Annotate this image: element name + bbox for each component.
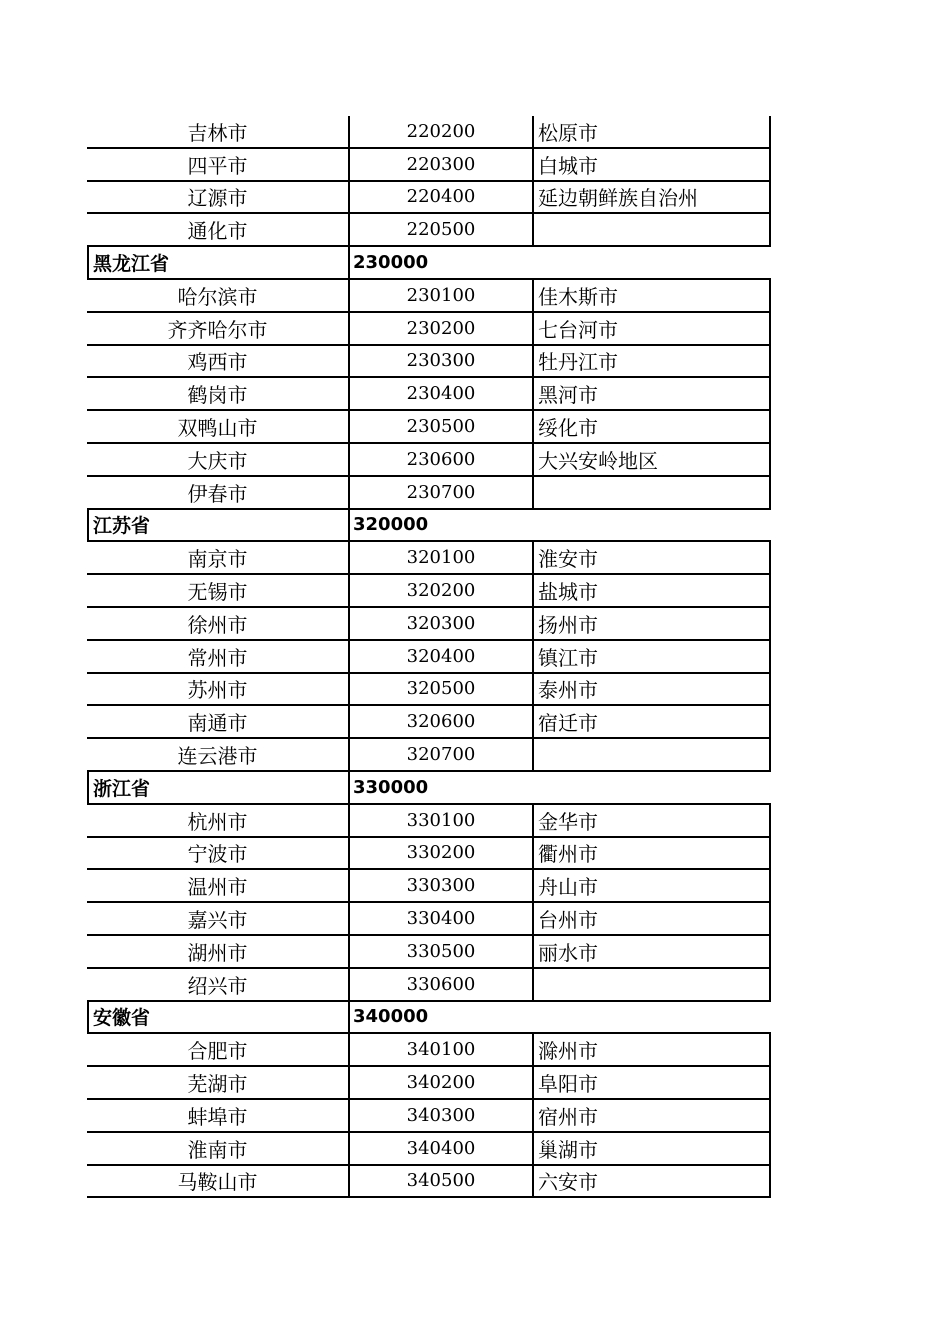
table-row (87, 1166, 771, 1199)
city-code: 320700 (348, 739, 532, 770)
table-row (87, 542, 771, 575)
city-name-right: 丽水市 (532, 936, 771, 967)
city-name-right: 泰州市 (532, 674, 771, 705)
city-name: 哈尔滨市 (177, 284, 258, 309)
city-name-right (532, 214, 771, 245)
city-code: 320100 (348, 542, 532, 573)
table-row (87, 1034, 771, 1067)
city-name: 通化市 (187, 219, 248, 244)
table-row (87, 936, 771, 969)
city-name: 鸡西市 (187, 350, 248, 375)
city-code: 220500 (348, 214, 532, 245)
city-name: 苏州市 (187, 678, 248, 703)
city-name: 鹤岗市 (187, 383, 248, 408)
city-name-right: 扬州市 (532, 608, 771, 639)
city-code: 320500 (348, 674, 532, 705)
table-row (87, 608, 771, 641)
city-code: 230400 (348, 378, 532, 409)
city-name: 四平市 (187, 153, 248, 178)
city-name-right: 衢州市 (532, 838, 771, 869)
city-code: 230600 (348, 444, 532, 475)
table-row (87, 903, 771, 936)
city-code: 340300 (348, 1100, 532, 1131)
city-code: 330300 (348, 870, 532, 901)
city-code: 220300 (348, 149, 532, 180)
table-row (87, 1100, 771, 1133)
city-name: 南通市 (187, 711, 248, 736)
city-name: 常州市 (187, 645, 248, 670)
province-header-row (87, 772, 771, 805)
city-code: 330600 (348, 969, 532, 1000)
table-row (87, 641, 771, 674)
city-name: 杭州市 (187, 809, 248, 834)
city-code: 330500 (348, 936, 532, 967)
city-name: 徐州市 (187, 612, 248, 637)
province-code: 330000 (348, 772, 771, 803)
city-name-right: 松原市 (532, 116, 771, 147)
province-header-row (87, 510, 771, 543)
city-name-right: 延边朝鲜族自治州 (532, 182, 771, 213)
table-row (87, 346, 771, 379)
city-name-right: 阜阳市 (532, 1067, 771, 1098)
city-name: 双鸭山市 (177, 416, 258, 441)
table-row (87, 805, 771, 838)
table-row (87, 838, 771, 871)
city-code: 320200 (348, 575, 532, 606)
city-name: 马鞍山市 (177, 1170, 258, 1195)
table-row (87, 870, 771, 903)
city-name-right: 淮安市 (532, 542, 771, 573)
city-code: 320300 (348, 608, 532, 639)
city-name-right: 镇江市 (532, 641, 771, 672)
city-name: 淮南市 (187, 1137, 248, 1162)
city-name: 合肥市 (187, 1039, 248, 1064)
city-code: 220200 (348, 116, 532, 147)
city-name: 南京市 (187, 547, 248, 572)
city-name-right: 宿州市 (532, 1100, 771, 1131)
city-name: 湖州市 (187, 940, 248, 965)
province-name: 浙江省 (87, 772, 348, 803)
city-code: 340500 (348, 1166, 532, 1197)
province-code: 320000 (348, 510, 771, 541)
city-name: 绍兴市 (187, 973, 248, 998)
city-code: 230500 (348, 411, 532, 442)
table-row (87, 116, 771, 149)
table-row (87, 280, 771, 313)
city-name: 无锡市 (187, 580, 248, 605)
city-name: 宁波市 (187, 842, 248, 867)
province-header-row (87, 1002, 771, 1035)
city-name-right: 佳木斯市 (532, 280, 771, 311)
city-code: 230700 (348, 477, 532, 508)
table-row (87, 575, 771, 608)
city-name-right: 七台河市 (532, 313, 771, 344)
city-name-right: 滁州市 (532, 1034, 771, 1065)
city-name: 齐齐哈尔市 (167, 317, 268, 342)
city-name-right (532, 739, 771, 770)
table-row (87, 477, 771, 510)
city-code: 340200 (348, 1067, 532, 1098)
table-row (87, 1133, 771, 1166)
city-name: 嘉兴市 (187, 908, 248, 933)
city-name-right: 巢湖市 (532, 1133, 771, 1164)
city-name-right: 白城市 (532, 149, 771, 180)
city-name-right: 绥化市 (532, 411, 771, 442)
table-row (87, 739, 771, 772)
city-name: 吉林市 (187, 120, 248, 145)
city-name-right: 舟山市 (532, 870, 771, 901)
city-code: 230300 (348, 346, 532, 377)
province-code: 230000 (348, 247, 771, 278)
city-code: 330400 (348, 903, 532, 934)
city-name-right: 盐城市 (532, 575, 771, 606)
city-code: 330100 (348, 805, 532, 836)
city-name-right (532, 477, 771, 508)
table-row (87, 706, 771, 739)
city-code: 320600 (348, 706, 532, 737)
table-row (87, 1067, 771, 1100)
city-name: 辽源市 (187, 186, 248, 211)
province-name: 安徽省 (87, 1002, 348, 1033)
city-name: 芜湖市 (187, 1072, 248, 1096)
city-name-right: 金华市 (532, 805, 771, 836)
city-code: 340100 (348, 1034, 532, 1065)
city-name: 连云港市 (177, 744, 258, 769)
city-name: 蚌埠市 (187, 1104, 248, 1129)
city-name-right: 黑河市 (532, 378, 771, 409)
city-code: 330200 (348, 838, 532, 869)
city-code: 220400 (348, 182, 532, 213)
table-row (87, 182, 771, 215)
city-code: 340400 (348, 1133, 532, 1164)
city-name-right: 宿迁市 (532, 706, 771, 737)
table-row (87, 411, 771, 444)
city-name-right: 牡丹江市 (532, 346, 771, 377)
province-name: 江苏省 (87, 510, 348, 541)
city-name: 大庆市 (187, 448, 248, 473)
city-name-right (532, 969, 771, 1000)
city-code-table (87, 116, 771, 1198)
table-row (87, 969, 771, 1002)
city-name-right: 台州市 (532, 903, 771, 934)
table-row (87, 313, 771, 346)
province-code: 340000 (348, 1002, 771, 1033)
city-name-right: 六安市 (532, 1166, 771, 1197)
city-code: 230200 (348, 313, 532, 344)
city-name-right: 大兴安岭地区 (532, 444, 771, 475)
city-code: 320400 (348, 641, 532, 672)
city-name: 伊春市 (187, 481, 248, 506)
province-name: 黑龙江省 (87, 247, 348, 278)
table-row (87, 149, 771, 182)
table-row (87, 674, 771, 707)
table-row (87, 214, 771, 247)
city-code: 230100 (348, 280, 532, 311)
province-header-row (87, 247, 771, 280)
table-row (87, 444, 771, 477)
city-name: 温州市 (187, 875, 248, 900)
table-row (87, 378, 771, 411)
